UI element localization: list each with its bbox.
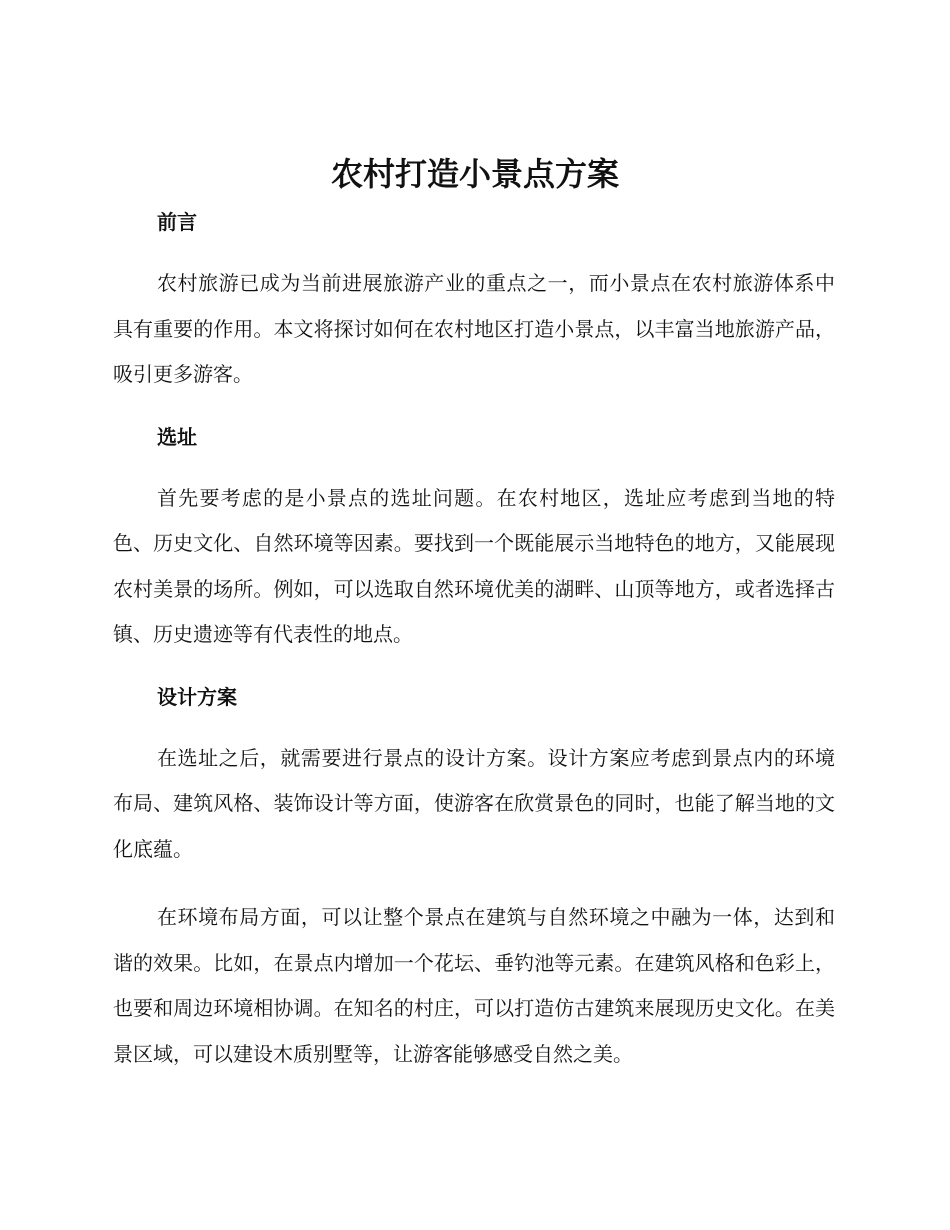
document-body: [113, 206, 835, 1077]
section-heading-site-selection: 选址: [157, 424, 197, 449]
document-title: 农村打造小景点方案: [330, 155, 619, 193]
section-paragraph: 在环境布局方面，可以让整个景点在建筑与自然环境之中融为一体，达到和谐的效果。比如，在景点内增加一个花坛、垂钓池等元素。在建筑风格和色彩上，也要和周边环境相协调。在知名的村庄，可以打造仿古建筑来展现历史文化。在美景区域，可以建设木质别墅等，让游客能够感受自然之美。: [113, 905, 835, 1066]
section-paragraph: 在选址之后，就需要进行景点的设计方案。设计方案应考虑到景点内的环境布局、建筑风格、装饰设计等方面，使游客在欣赏景色的同时，也能了解当地的文化底蕴。: [113, 745, 835, 861]
section-paragraph: 农村旅游已成为当前进展旅游产业的重点之一，而小景点在农村旅游体系中具有重要的作用。本文将探讨如何在农村地区打造小景点，以丰富当地旅游产品，吸引更多游客。: [113, 271, 835, 386]
section-heading-preface: 前言: [157, 210, 197, 234]
section-paragraph: 首先要考虑的是小景点的选址问题。在农村地区，选址应考虑到当地的特色、历史文化、自然环境等因素。要找到一个既能展示当地特色的地方，又能展现农村美景的场所。例如，可以选取自然环境优美的湖畔、山顶等地方，或者选择古镇、历史遗迹等有代表性的地点。: [113, 485, 835, 646]
section-heading-design-plan: 设计方案: [157, 684, 237, 709]
